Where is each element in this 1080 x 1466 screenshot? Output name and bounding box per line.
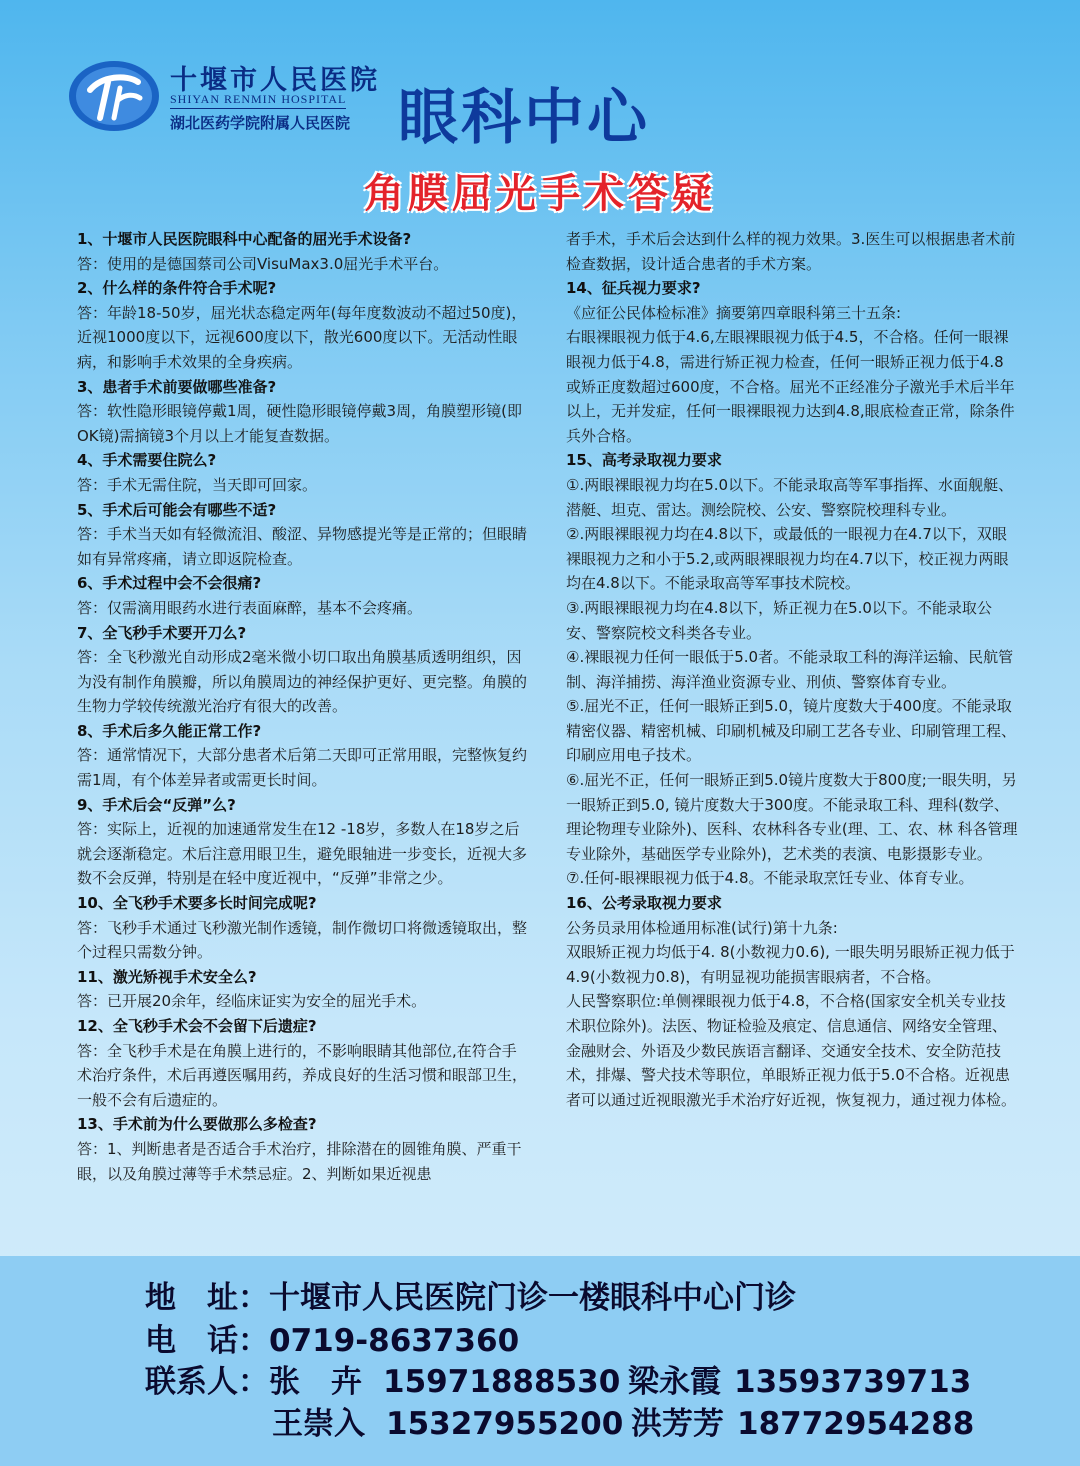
contact-label: 联系人： xyxy=(145,1364,269,1400)
faq-question: 15、高考录取视力要求 xyxy=(566,451,722,470)
faq-question: 8、手术后多久能正常工作? xyxy=(77,721,262,740)
phone-label: 电 话： xyxy=(145,1323,269,1359)
contact-name: 王崇入 xyxy=(272,1406,365,1442)
hospital-logo-icon xyxy=(68,60,160,132)
faq-question: 16、公考录取视力要求 xyxy=(566,894,722,913)
faq-answer: 答：软性隐形眼镜停戴1周，硬性隐形眼镜停戴3周，角膜塑形镜(即OK镜)需摘镜3个月以上才能复查数据。 xyxy=(77,402,522,445)
contact-row-1 xyxy=(145,1356,971,1401)
faq-question: 14、征兵视力要求? xyxy=(566,279,701,298)
faq-answer: 《应征公民体检标准》摘要第四章眼科第三十五条: 右眼裸眼视力低于4.6,左眼裸眼视力低于4.5，不合格。任何一眼裸眼视力低于4.8，需进行矫正视力检查，任何一眼矫正视力低于4.8或矫正度数超过600度，不合格。屈光不正经准分子激光手术后半年以上，无并发症，任何一眼裸眼视力达到4.8,眼底检查正常，除条件兵外合格。 xyxy=(566,303,1015,445)
contact-row-2 xyxy=(272,1398,974,1443)
faq-question: 10、全飞秒手术要多长时间完成呢? xyxy=(77,894,317,913)
faq-answer: 答：仅需滴用眼药水进行表面麻醉，基本不会疼痛。 xyxy=(77,598,423,617)
faq-answer: 答：通常情况下，大部分患者术后第二天即可正常用眼，完整恢复约需1周，有个体差异者或需更长时间。 xyxy=(77,746,528,790)
faq-question: 4、手术需要住院么? xyxy=(77,451,217,470)
hospital-name-en: SHIYAN RENMIN HOSPITAL xyxy=(170,92,346,109)
faq-answer: ①.两眼裸眼视力均在5.0以下。不能录取高等军事指挥、水面舰艇、潜艇、坦克、雷达。测绘院校、公安、警察院校理科专业。 ②.两眼裸眼视力均在4.8以下，或最低的一眼视力在4.7以下，双眼裸眼视力之和小于5.2,或两眼裸眼视力均在4.7以下，校正视力两眼均在4.8以下。不能录取高等军事技术院校。 ③.两眼裸眼视力均在4.8以下，矫正视力在5.0以下。不能录取公安、警察院校文科类各专业。 ④.裸眼视力任何一眼低于5.0者。不能录取工科的海洋运输、民航管制、海洋捕捞、海洋渔业资源专业、刑侦、警察体育专业。 ⑤.屈光不正，任何一眼矫正到5.0，镜片度数大于400度。不能录取精密仪器、精密机械、印刷机械及印刷工艺各专业、印刷管理工程、印刷应用电子技术。 ⑥.屈光不正，任何一眼矫正到5.0镜片度数大于800度;一眼失明，另一眼矫正到5.0, 镜片度数大于300度。不能录取工科、理科(数学、理论物理专业除外)、医科、农林科各专业(理、工、农、林 科各管理专业除外，基础医学专业除外)，艺术类的表演、电影摄影专业。 ⑦.任何-眼裸眼视力低于4.8。不能录取烹饪专业、体育专业。 xyxy=(566,475,1018,888)
phone-value: 0719-8637360 xyxy=(269,1323,520,1359)
address-value: 十堰市人民医院门诊一楼眼科中心门诊 xyxy=(269,1280,796,1316)
faq-answer: 公务员录用体检通用标准(试行)第十九条: 双眼矫正视力均低于4. 8(小数视力0.6), 一眼失明另眼矫正视力低于4.9(小数视力0.8)，有明显视功能损害眼病者，不合格。 人民警察职位:单侧裸眼视力低于4.8，不合格(国家安全机关专业技术职位除外)。法医、物证检验及痕定、信息通信、网络安全管理、金融财会、外语及少数民族语言翻译、交通安全技术、安全防范技术，排爆、警犬技术等职位，单眼矫正视力低于5.0不合格。近视患者可以通过近视眼激光手术治疗好近视，恢复视力，通过视力体检。 xyxy=(566,918,1017,1109)
address-label: 地 址： xyxy=(145,1280,269,1316)
faq-answer: 答：实际上，近视的加速通常发生在12 -18岁，多数人在18岁之后就会逐渐稳定。术后注意用眼卫生，避免眼轴进一步变长，近视大多数不会反弹，特别是在轻中度近视中，“反弹”非常之少。 xyxy=(77,820,528,888)
faq-answer: 答：全飞秒激光自动形成2毫米微小切口取出角膜基质透明组织，因为没有制作角膜瓣，所以角膜周边的神经保护更好、更完整。角膜的生物力学较传统激光治疗有很大的改善。 xyxy=(77,648,528,716)
faq-question: 12、全飞秒手术会不会留下后遗症? xyxy=(77,1017,317,1035)
address-row xyxy=(145,1272,796,1317)
faq-answer: 答：已开展20余年，经临床证实为安全的屈光手术。 xyxy=(77,992,427,1011)
faq-answer: 者手术，手术后会达到什么样的视力效果。3.医生可以根据患者术前检查数据，设计适合患者的手术方案。 xyxy=(566,230,1016,273)
faq-question: 3、患者手术前要做哪些准备? xyxy=(77,377,277,396)
faq-question: 7、全飞秒手术要开刀么? xyxy=(77,623,247,642)
faq-question: 13、手术前为什么要做那么多检查? xyxy=(77,1115,317,1134)
page-title: 角膜屈光手术答疑 xyxy=(364,171,716,217)
contact-name: 洪芳芳 xyxy=(631,1406,724,1442)
contact-phone: 15971888530 xyxy=(383,1364,621,1400)
department-title: 眼科中心 xyxy=(398,83,650,153)
faq-answer: 答：全飞秒手术是在角膜上进行的，不影响眼睛其他部位,在符合手术治疗条件，术后再遵医嘱用药，养成良好的生活习惯和眼部卫生，一般不会有后遗症的。 xyxy=(77,1041,528,1109)
faq-question: 6、手术过程中会不会很痛? xyxy=(77,574,262,593)
faq-question: 2、什么样的条件符合手术呢? xyxy=(77,279,277,298)
faq-question: 11、激光矫视手术安全么? xyxy=(77,967,257,986)
contact-name: 梁永霞 xyxy=(628,1364,721,1400)
contact-phone: 18772954288 xyxy=(737,1406,975,1442)
faq-question: 5、手术后可能会有哪些不适? xyxy=(77,500,277,519)
faq-answer: 答：使用的是德国蔡司公司VisuMax3.0屈光手术平台。 xyxy=(77,254,449,273)
faq-column-right xyxy=(566,227,1018,1112)
contact-phone: 15327955200 xyxy=(386,1406,624,1442)
faq-column-left xyxy=(77,227,529,1186)
faq-question: 9、手术后会“反弹”么? xyxy=(77,795,236,814)
faq-question: 1、十堰市人民医院眼科中心配备的屈光手术设备? xyxy=(77,230,412,248)
poster-header xyxy=(0,0,1080,230)
hospital-affiliation: 湖北医药学院附属人民医院 xyxy=(170,114,351,132)
faq-answer: 答：飞秒手术通过飞秒激光制作透镜，制作微切口将微透镜取出，整个过程只需数分钟。 xyxy=(77,918,528,962)
contact-footer xyxy=(0,1256,1080,1466)
phone-row xyxy=(145,1315,519,1360)
faq-answer: 答：手术无需住院，当天即可回家。 xyxy=(77,475,318,494)
contact-phone: 13593739713 xyxy=(734,1364,972,1400)
faq-answer: 答：手术当天如有轻微流泪、酸涩、异物感提光等是正常的；但眼睛如有异常疼痛，请立即返院检查。 xyxy=(77,525,528,568)
faq-answer: 答：年龄18-50岁，屈光状态稳定两年(每年度数波动不超过50度)，近视1000度以下，远视600度以下，散光600度以下。无活动性眼病，和影响手术效果的全身疾病。 xyxy=(77,303,527,371)
contact-name: 张 卉 xyxy=(269,1364,362,1400)
hospital-name-cn: 十堰市人民医院 xyxy=(170,65,380,96)
faq-answer: 答：1、判断患者是否适合手术治疗，排除潜在的圆锥角膜、严重干眼，以及角膜过薄等手术禁忌症。2、判断如果近视患 xyxy=(77,1139,522,1183)
